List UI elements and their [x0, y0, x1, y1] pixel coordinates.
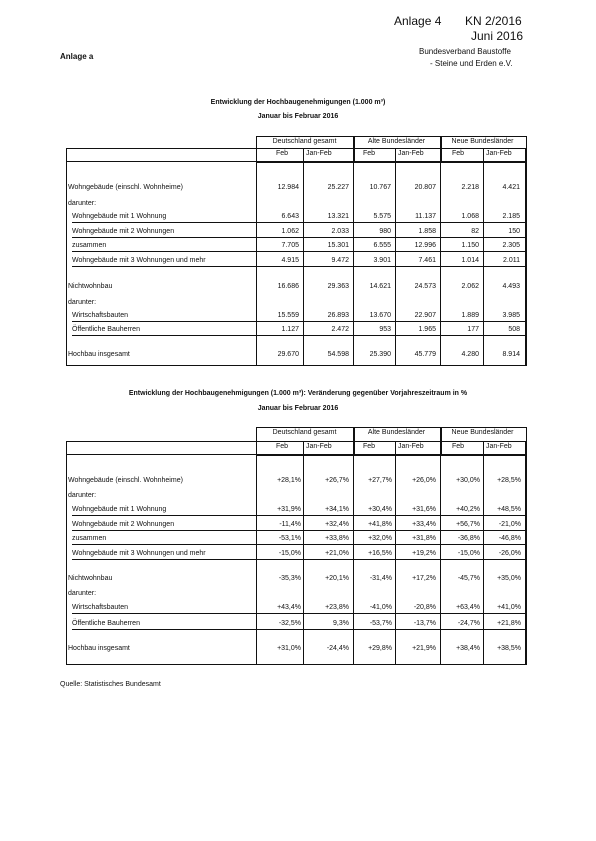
table2-cell-value: +33,8%	[325, 535, 349, 542]
table1-cell-value: 15.301	[327, 242, 349, 249]
table1-cell-value: 29.363	[327, 283, 349, 290]
table2-cell-value: +31,0%	[277, 645, 301, 652]
table1-column-header: Jan-Feb	[398, 150, 424, 157]
table2-cell-value: -53,7%	[369, 620, 392, 627]
table1-column-header: Jan-Feb	[306, 150, 332, 157]
table2-row-label: Wohngebäude (einschl. Wohnheime)	[68, 477, 183, 484]
table1-cell-value: 3.985	[502, 312, 520, 319]
table2-cell-value: +30,0%	[456, 477, 480, 484]
table1-row-label: Wohngebäude mit 2 Wohnungen	[72, 228, 175, 235]
table1-cell-value: 25.390	[369, 351, 391, 358]
kn-number: KN 2/2016	[465, 14, 522, 28]
table2-cell-value: +33,4%	[412, 521, 436, 528]
attachment-label: Anlage a	[60, 52, 94, 61]
table2-cell-value: +30,4%	[368, 506, 392, 513]
table2-group-label: Alte Bundesländer	[367, 429, 426, 436]
table1-group-divider	[525, 148, 526, 365]
table2-cell-value: +21,9%	[412, 645, 436, 652]
table1-row-label: Wohngebäude (einschl. Wohnheime)	[68, 184, 183, 191]
table2-cell-value: +21,0%	[325, 550, 349, 557]
table2-cell-value: +28,1%	[277, 477, 301, 484]
table2-cell-value: -15,0%	[457, 550, 480, 557]
table2-cell-value: -24,7%	[457, 620, 480, 627]
table2-cell-value: -45,7%	[457, 575, 480, 582]
table1-cell-value: 26.893	[327, 312, 349, 319]
table1-row-rule	[72, 222, 525, 223]
table1-cell-value: 4.915	[281, 257, 299, 264]
table2-cell-value: -41,0%	[369, 604, 392, 611]
table2-column-divider	[303, 441, 304, 664]
table2-title: Entwicklung der Hochbaugenehmigungen (1.000 m³): Veränderung gegenüber Vorjahreszeitraum in %	[128, 390, 468, 397]
table1-cell-value: 6.643	[281, 213, 299, 220]
table2-cell-value: +16,5%	[368, 550, 392, 557]
table1-cell-value: 1.858	[418, 228, 436, 235]
table1-cell-value: 54.598	[327, 351, 349, 358]
table2-cell-value: +20,1%	[325, 575, 349, 582]
table1-cell-value: 150	[508, 228, 520, 235]
table1-column-divider	[303, 148, 304, 365]
table2-cell-value: +41,0%	[497, 604, 521, 611]
table2-cell-value: +31,8%	[412, 535, 436, 542]
table2-row-rule	[72, 629, 525, 630]
table1-cell-value: 177	[467, 326, 479, 333]
table1-cell-value: 2.033	[331, 228, 349, 235]
table1-cell-value: 953	[379, 326, 391, 333]
table2-cell-value: -26,0%	[498, 550, 521, 557]
table1-row-rule	[72, 237, 525, 238]
table1-cell-value: 2.062	[461, 283, 479, 290]
table2-cell-value: +17,2%	[412, 575, 436, 582]
table1-cell-value: 2.185	[502, 213, 520, 220]
table1-row-label: zusammen	[72, 242, 107, 249]
table2-column-header: Feb	[276, 443, 289, 450]
table1-cell-value: 12.996	[414, 242, 436, 249]
table2-cell-value: -20,8%	[413, 604, 436, 611]
table2-cell-value: +27,7%	[368, 477, 392, 484]
table2-cell-value: +63,4%	[456, 604, 480, 611]
table2-cell-value: -24,4%	[326, 645, 349, 652]
table1-row-label: Öffentliche Bauherren	[72, 326, 140, 333]
table2-row-label: Nichtwohnbau	[68, 575, 113, 582]
table2-cell-value: +26,0%	[412, 477, 436, 484]
table1-row-label: darunter:	[68, 200, 97, 207]
table1-cell-value: 1.062	[281, 228, 299, 235]
table1-cell-value: 7.705	[281, 242, 299, 249]
table2-header-rule	[66, 454, 525, 455]
table1-cell-value: 6.555	[373, 242, 391, 249]
table1-group-label: Deutschland gesamt	[272, 138, 337, 145]
table1-cell-value: 2.011	[503, 257, 520, 264]
table2-row-label: Wohngebäude mit 1 Wohnung	[72, 506, 167, 513]
table2-row-label: darunter:	[68, 492, 97, 499]
table2-column-header: Feb	[452, 443, 465, 450]
table1-cell-value: 4.280	[461, 351, 479, 358]
table2-cell-value: +56,7%	[456, 521, 480, 528]
table2-row-label: darunter:	[68, 590, 97, 597]
table2-cell-value: +40,2%	[456, 506, 480, 513]
table2-row-rule	[72, 515, 525, 516]
table1-row-label: Nichtwohnbau	[68, 283, 113, 290]
table1-cell-value: 12.984	[277, 184, 299, 191]
table2-cell-value: +38,4%	[456, 645, 480, 652]
organization-subtitle: - Steine und Erden e.V.	[430, 59, 513, 68]
table1-cell-value: 2.305	[502, 242, 520, 249]
table1-cell-value: 1.127	[281, 326, 299, 333]
table2-row-rule	[72, 613, 525, 614]
table2-cell-value: +32,4%	[325, 521, 349, 528]
table1-row-rule	[72, 266, 525, 267]
table2-row-label: Öffentliche Bauherren	[72, 620, 140, 627]
table1-cell-value: 13.321	[327, 213, 349, 220]
table2-row-rule	[72, 530, 525, 531]
attachment-number: Anlage 4	[394, 14, 442, 28]
table1-row-rule	[72, 321, 525, 322]
table1-cell-value: 980	[379, 228, 391, 235]
table2-row-rule	[72, 544, 525, 545]
table1-cell-value: 7.461	[418, 257, 436, 264]
table2-top-rule	[66, 441, 525, 442]
table2-cell-value: -15,0%	[278, 550, 301, 557]
table1-cell-value: 15.559	[277, 312, 299, 319]
table2-cell-value: +26,7%	[325, 477, 349, 484]
table1-cell-value: 3.901	[373, 257, 391, 264]
table2-cell-value: -35,3%	[278, 575, 301, 582]
table1-column-header: Jan-Feb	[486, 150, 512, 157]
table2-cell-value: -31,4%	[369, 575, 392, 582]
table1-cell-value: 2.218	[461, 184, 479, 191]
table2-cell-value: -11,4%	[279, 521, 301, 528]
table1-row-label: Wirtschaftsbauten	[72, 312, 129, 319]
source-note: Quelle: Statistisches Bundesamt	[60, 681, 161, 688]
table1-cell-value: 16.686	[277, 283, 299, 290]
table1-row-label: Wohngebäude mit 3 Wohnungen und mehr	[72, 257, 206, 264]
table2-cell-value: +32,0%	[368, 535, 392, 542]
table1-cell-value: 1.014	[461, 257, 479, 264]
table1-column-header: Feb	[452, 150, 465, 157]
document-date: Juni 2016	[471, 29, 524, 43]
table2-subtitle: Januar bis Februar 2016	[257, 405, 339, 412]
table2-cell-value: 9,3%	[333, 620, 349, 627]
table2-cell-value: +23,8%	[325, 604, 349, 611]
table1-top-rule	[66, 148, 525, 149]
table2-group-divider	[525, 441, 526, 664]
table1-row-label: Wohngebäude mit 1 Wohnung	[72, 213, 167, 220]
table2-cell-value: +48,5%	[497, 506, 521, 513]
table2-cell-value: +34,1%	[325, 506, 349, 513]
table2-row-rule	[72, 559, 525, 560]
table1-cell-value: 1.889	[461, 312, 479, 319]
table1-cell-value: 1.150	[461, 242, 479, 249]
table2-cell-value: +31,6%	[412, 506, 436, 513]
table1-group-label: Neue Bundesländer	[451, 138, 514, 145]
table2-column-header: Jan-Feb	[398, 443, 424, 450]
table1-subtitle: Januar bis Februar 2016	[257, 113, 339, 120]
table1-group-divider	[256, 148, 257, 365]
table1-cell-value: 5.575	[373, 213, 391, 220]
table2-cell-value: +28,5%	[497, 477, 521, 484]
table1-cell-value: 2.472	[331, 326, 349, 333]
table2-row-label: Wohngebäude mit 3 Wohnungen und mehr	[72, 550, 206, 557]
table1-cell-value: 10.767	[369, 184, 391, 191]
table2-group-label: Deutschland gesamt	[272, 429, 337, 436]
table2-cell-value: -32,5%	[278, 620, 301, 627]
table2-cell-value: -21,0%	[498, 521, 521, 528]
table1-cell-value: 508	[508, 326, 520, 333]
table2-cell-value: -36,8%	[457, 535, 480, 542]
table2-cell-value: -53,1%	[278, 535, 301, 542]
table1-cell-value: 4.421	[502, 184, 520, 191]
table1-group-label: Alte Bundesländer	[367, 138, 426, 145]
table1-header-rule	[66, 161, 525, 162]
table1-cell-value: 45.779	[414, 351, 436, 358]
table2-group-divider	[256, 441, 257, 664]
table1-row-rule	[72, 251, 525, 252]
table1-cell-value: 29.670	[277, 351, 299, 358]
table2-row-label: Wirtschaftsbauten	[72, 604, 129, 611]
table1-column-header: Feb	[276, 150, 289, 157]
table1-cell-value: 14.621	[369, 283, 391, 290]
table2-cell-value: -46,8%	[498, 535, 521, 542]
table2-cell-value: +19,2%	[412, 550, 436, 557]
table1-cell-value: 25.227	[327, 184, 349, 191]
table2-cell-value: +21,8%	[497, 620, 521, 627]
table1-title: Entwicklung der Hochbaugenehmigungen (1.000 m³)	[210, 99, 386, 106]
table2-column-header: Jan-Feb	[486, 443, 512, 450]
table1-cell-value: 1.068	[461, 213, 479, 220]
table1-cell-value: 13.670	[369, 312, 391, 319]
table2-column-header: Feb	[363, 443, 376, 450]
table2-cell-value: +31,9%	[277, 506, 301, 513]
table2-cell-value: +41,8%	[368, 521, 392, 528]
table1-cell-value: 4.493	[502, 283, 520, 290]
table1-cell-value: 20.807	[414, 184, 436, 191]
organization-name: Bundesverband Baustoffe	[419, 47, 511, 56]
table1-row-label: Hochbau insgesamt	[68, 351, 130, 358]
table2-row-label: Hochbau insgesamt	[68, 645, 130, 652]
table2-row-label: zusammen	[72, 535, 107, 542]
table2-group-label: Neue Bundesländer	[451, 429, 514, 436]
table2-cell-value: -13,7%	[413, 620, 436, 627]
table1-cell-value: 82	[471, 228, 479, 235]
table2-row-label: Wohngebäude mit 2 Wohnungen	[72, 521, 175, 528]
table1-cell-value: 8.914	[502, 351, 520, 358]
table1-cell-value: 1.965	[418, 326, 436, 333]
table1-cell-value: 9.472	[331, 257, 349, 264]
table1-cell-value: 11.137	[415, 213, 436, 220]
table1-cell-value: 22.907	[414, 312, 436, 319]
table1-cell-value: 24.573	[414, 283, 436, 290]
table1-column-header: Feb	[363, 150, 376, 157]
table2-cell-value: +29,8%	[368, 645, 392, 652]
table2-column-header: Jan-Feb	[306, 443, 332, 450]
table2-cell-value: +38,5%	[497, 645, 521, 652]
table2-cell-value: +43,4%	[277, 604, 301, 611]
table1-row-label: darunter:	[68, 299, 97, 306]
table1-row-rule	[72, 335, 525, 336]
table2-cell-value: +35,0%	[497, 575, 521, 582]
